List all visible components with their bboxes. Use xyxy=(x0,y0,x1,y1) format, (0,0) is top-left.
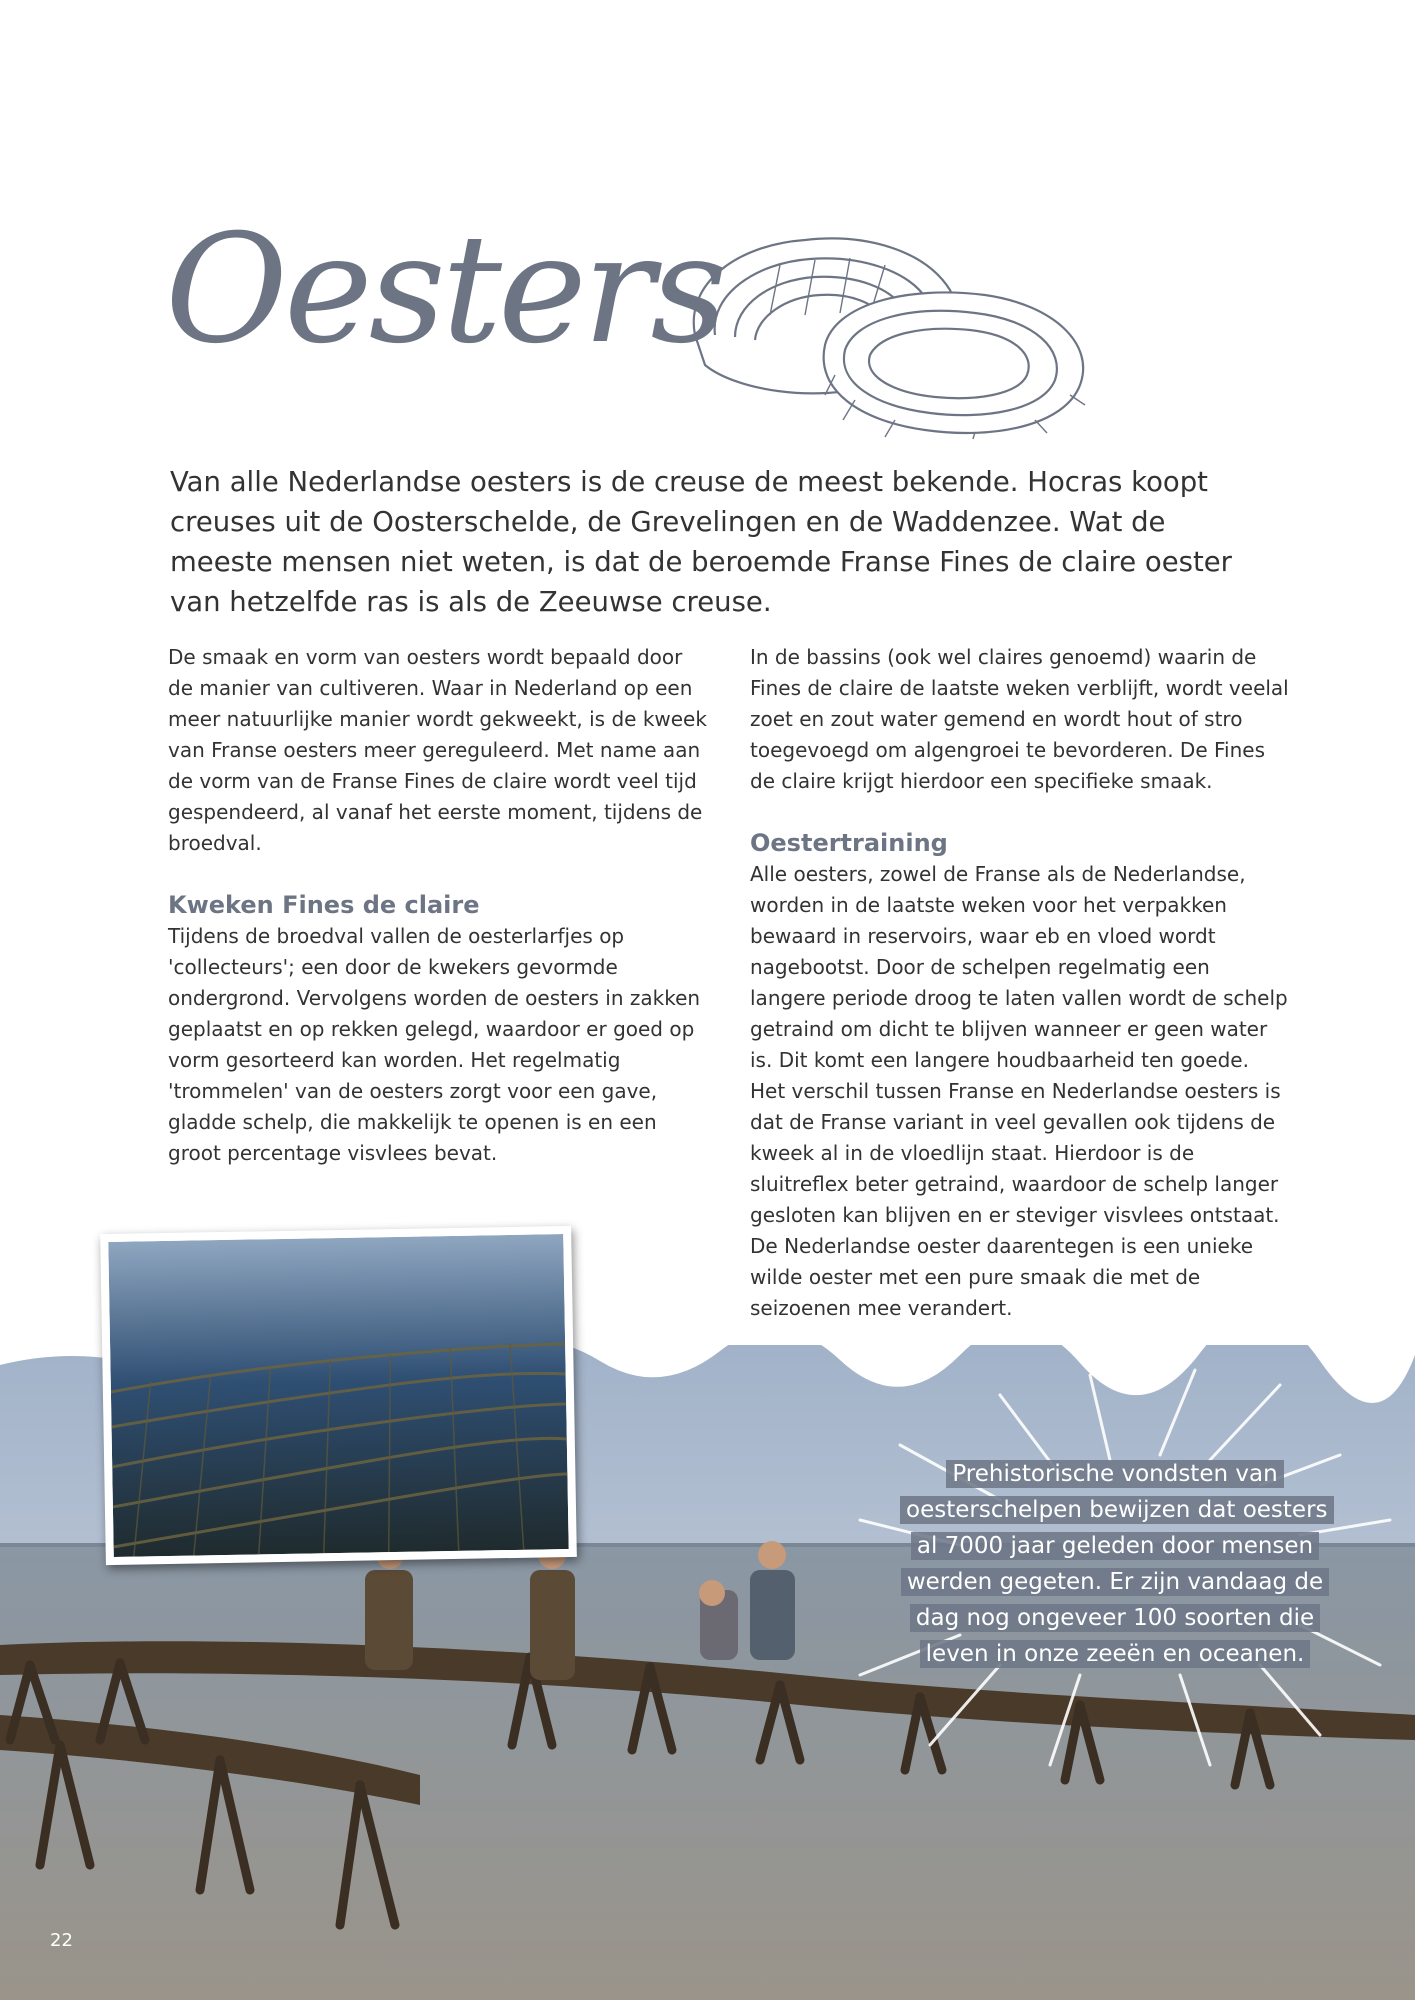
quote-callout xyxy=(900,1456,1330,1672)
right-paragraph-2: Alle oesters, zowel de Franse als de Nederlandse, worden in de laatste weken voor het verpakken bewaard in reservoirs, waar eb en vloed wordt nagebootst. Door de schelpen regelmatig een langere periode droog te laten vallen wordt de schelp getraind om dicht te blijven wanneer er geen water is. Dit komt een langere houdbaarheid ten goede. Het verschil tussen Franse en Nederlandse oesters is dat de Franse variant in veel gevallen ook tijdens de kweek al in de vloedlijn staat. Hierdoor is de sluitreflex beter getraind, waardoor de schelp langer gesloten kan blijven en er steviger visvlees ontstaat. De Nederlandse oester daarentegen is een unieke wilde oester met een pure smaak die met de seizoenen mee verandert. xyxy=(750,862,1288,1320)
page-number: 22 xyxy=(50,1930,73,1951)
page-title: Oesters xyxy=(165,203,724,377)
oyster-racks-inset-photo xyxy=(100,1226,577,1565)
right-column xyxy=(750,642,1290,1324)
right-paragraph-1: In de bassins (ook wel claires genoemd) waarin de Fines de claire de laatste weken verblijft, wordt veelal zoet en zout water gemend en wordt hout of stro toegevoegd om algengroei te bevorderen. De Fines de claire krijgt hierdoor een specifieke smaak. xyxy=(750,645,1289,793)
left-paragraph-1: De smaak en vorm van oesters wordt bepaald door de manier van cultiveren. Waar in Nederland op een meer natuurlijke manier wordt gekweekt, is de kweek van Franse oesters meer gereguleerd. Met name aan de vorm van de Franse Fines de claire wordt veel tijd gespendeerd, al vanaf het eerste moment, tijdens de broedval. xyxy=(168,645,707,855)
heading-oestertraining: Oestertraining xyxy=(750,829,948,857)
oyster-illustration xyxy=(675,225,1095,440)
heading-kweken: Kweken Fines de claire xyxy=(168,891,480,919)
left-column xyxy=(168,642,708,1169)
intro-text: Van alle Nederlandse oesters is de creuse de meest bekende. Hocras koopt creuses uit de Oosterschelde, de Grevelingen en de Waddenzee. Wat de meeste mensen niet weten, is dat de beroemde Franse Fines de claire oester van hetzelfde ras is als de Zeeuwse creuse. xyxy=(170,466,1232,618)
left-paragraph-2: Tijdens de broedval vallen de oesterlarfjes op 'collecteurs'; een door de kwekers gevormde ondergrond. Vervolgens worden de oesters in zakken geplaatst en op rekken gelegd, waardoor er goed op vorm gesorteerd kan worden. Het regelmatig 'trommelen' van de oesters zorgt voor een gave, gladde schelp, die makkelijk te openen is en een groot percentage visvlees bevat. xyxy=(168,924,701,1165)
quote-text: Prehistorische vondsten van oesterschelpen bewijzen dat oesters al 7000 jaar geleden door mensen werden gegeten. Er zijn vandaag de dag nog ongeveer 100 soorten die leven in onze zeeën en oceanen. xyxy=(900,1460,1334,1668)
